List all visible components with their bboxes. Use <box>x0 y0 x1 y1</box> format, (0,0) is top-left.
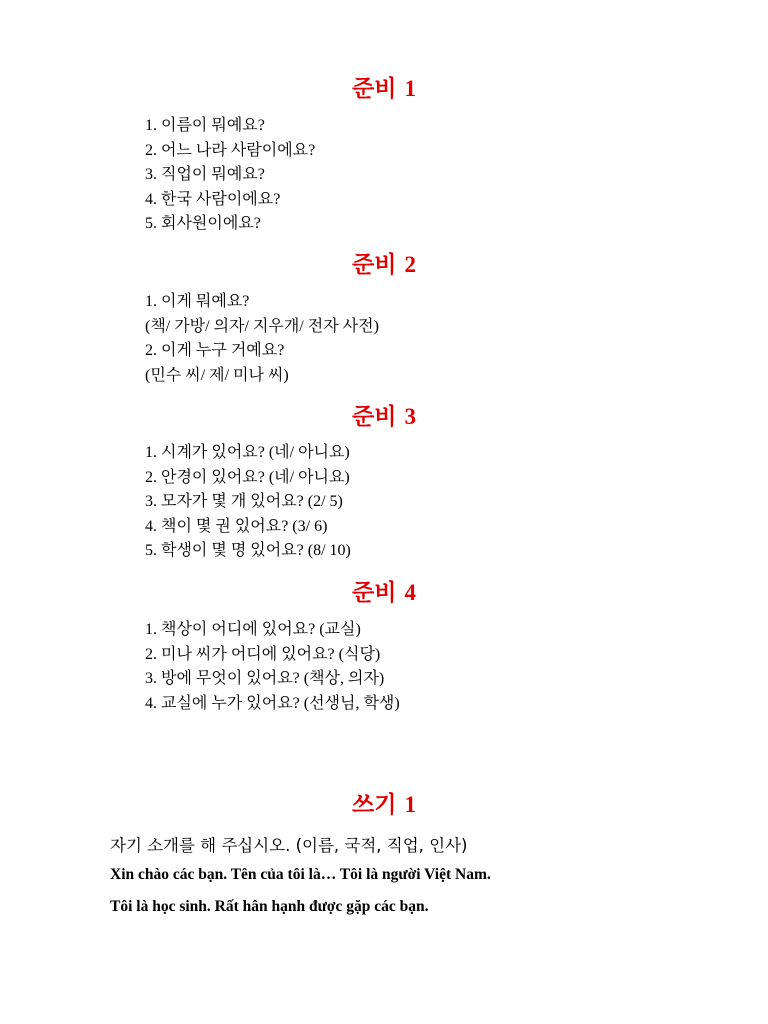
writing-prompt: 자기 소개를 해 주십시오. (이름, 국적, 직업, 인사) <box>110 836 468 855</box>
list-item: (민수 씨/ 제/ 미나 씨) <box>145 366 289 384</box>
list-item: 2. 어느 나라 사람이에요? <box>145 141 316 159</box>
list-item: 3. 직업이 뭐예요? <box>145 166 265 183</box>
section-4-title: 준비 4 <box>352 580 416 606</box>
writing-example-line-2: Tôi là học sinh. Rất hân hạnh được gặp các bạn. <box>110 898 429 915</box>
section-1-title: 준비 1 <box>352 76 416 102</box>
list-item: 4. 교실에 누가 있어요? (선생님, 학생) <box>145 694 400 712</box>
list-item: 2. 안경이 있어요? (네/ 아니요) <box>145 468 350 486</box>
list-item: 3. 모자가 몇 개 있어요? (2/ 5) <box>145 493 343 510</box>
section-3-title: 준비 3 <box>352 404 416 430</box>
list-item: 5. 회사원이에요? <box>145 215 261 232</box>
section-1-list <box>145 114 315 237</box>
list-item: 5. 학생이 몇 명 있어요? (8/ 10) <box>145 542 351 559</box>
list-item: 1. 이름이 뭐예요? <box>145 117 265 134</box>
list-item: 3. 방에 무엇이 있어요? (책상, 의자) <box>145 670 385 687</box>
section-3-list <box>145 441 351 564</box>
list-item: 2. 미나 씨가 어디에 있어요? (식당) <box>145 645 381 663</box>
section-2-list <box>145 290 379 388</box>
list-item: 1. 책상이 어디에 있어요? (교실) <box>145 621 361 638</box>
list-item: 4. 한국 사람이에요? <box>145 190 281 208</box>
list-item: (책/ 가방/ 의자/ 지우개/ 전자 사전) <box>145 317 379 335</box>
writing-title: 쓰기 1 <box>352 792 416 818</box>
list-item: 2. 이게 누구 거예요? <box>145 342 285 359</box>
list-item: 1. 이게 뭐예요? <box>145 293 250 310</box>
section-4-list <box>145 618 400 716</box>
section-2-title: 준비 2 <box>352 252 416 278</box>
list-item: 1. 시계가 있어요? (네/ 아니요) <box>145 444 350 461</box>
writing-example-line-1: Xin chào các bạn. Tên của tôi là… Tôi là người Việt Nam. <box>110 866 491 883</box>
list-item: 4. 책이 몇 권 있어요? (3/ 6) <box>145 517 328 535</box>
